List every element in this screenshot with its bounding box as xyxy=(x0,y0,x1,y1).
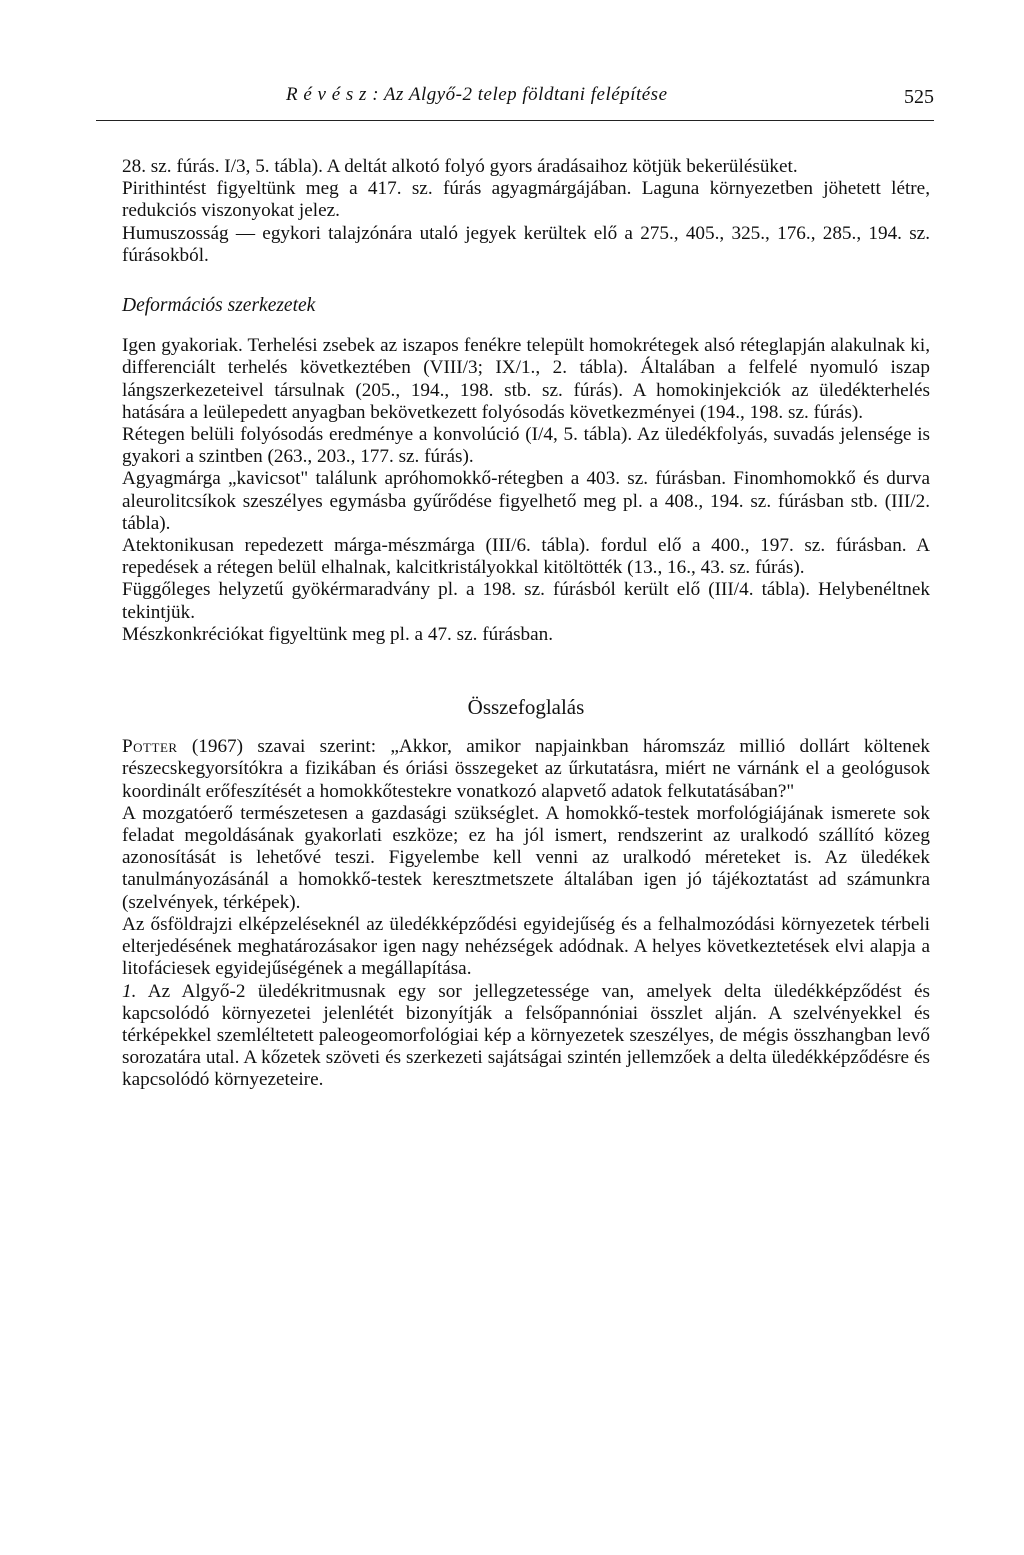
page-number: 525 xyxy=(904,86,934,108)
author-name: Potter xyxy=(122,736,178,758)
paragraph: Mészkonkréciókat figyeltünk meg pl. a 47. sz. fúrásban. xyxy=(122,623,554,645)
running-header xyxy=(96,76,934,124)
section-heading-osszefoglalas: Összefoglalás xyxy=(467,695,585,720)
paragraph: A mozgatóerő természetesen a gazdasági szükséglet. A homokkő-testek morfológiájának ismerete sok feladat megoldásának gyakorlati eszköze; ez ha jól ismert, rendszerint az uralkodó szállító közeg azonosítását is lehetővé teszi. Figyelembe kell venni az uralkodó méreteket is. Az üledékek tanulmányozásánál a homokkő-testek keresztmetszete általában igen jó tájékoztatást ad számunkra (szelvények, térképek). xyxy=(122,802,930,913)
paragraph-potter xyxy=(122,736,930,803)
paragraph: Függőleges helyzetű gyökérmaradvány pl. a 198. sz. fúrásból került elő (III/4. tábla). Helybenéltnek tekintjük. xyxy=(122,579,930,623)
paragraph: Humuszosság — egykori talajzónára utaló jegyek kerültek elő a 275., 405., 325., 176., 285., 194. sz. fúrásokból. xyxy=(122,222,930,266)
paragraph: Pirithintést figyeltünk meg a 417. sz. fúrás agyagmárgájában. Laguna környezetben jöhetett létre, redukciós viszonyokat jelez. xyxy=(122,178,930,222)
paragraph: Agyagmárga „kavicsot" találunk apróhomokkő-rétegben a 403. sz. fúrásban. Finomhomokkő és durva aleurolitcsíkok szeszélyes egymásba gyűrődése figyelhető meg pl. a 408., 194. sz. fúrásban stb. (III/2. tábla). xyxy=(122,468,930,534)
section-heading-deformacios: Deformációs szerkezetek xyxy=(122,295,316,317)
header-rule xyxy=(96,120,934,121)
paragraph-text: Az Algyő-2 üledékritmusnak egy sor jellegzetessége van, amelyek delta üledékképződést és kapcsolódó környezetei jelenlétét bizonyítják a felsőpannóniai összlet alján. A szelvényekkel és térképekkel szemléltetett paleogeomorfológiai kép a környezetek szeszélyes, de mégis összhangban levő sorozatára utal. A kőzetek szöveti és szerkezeti sajátságai szintén jellemzőek a delta üledékképződésre és kapcsolódó környezeteire. xyxy=(122,980,930,1091)
paragraph: Rétegen belüli folyósodás eredménye a konvolúció (I/4, 5. tábla). Az üledékfolyás, suvadás jelensége is gyakori a szintben (263., 203., 177. sz. fúrás). xyxy=(122,424,930,468)
paragraph: Atektonikusan repedezett márga-mészmárga (III/6. tábla). fordul elő a 400., 197. sz. fúrásban. A repedések a rétegen belül elhalnak, kalcitkristályokkal kitöltötték (13., 16., 43. sz. fúrás). xyxy=(122,535,930,579)
item-number: 1. xyxy=(122,980,137,1002)
running-title: R é v é s z : Az Algyő-2 telep földtani felépítése xyxy=(286,84,668,105)
paragraph-text: (1967) szavai szerint: „Akkor, amikor napjainkban háromszáz millió dollárt költenek részecskegyorsítókra a fizikában és óriási összegeket az űrkutatásra, miért ne várnánk el a geológusok koordinált erőfeszítését a homokkőtestekre vonatkozó alapvető adatok felkutatásában?" xyxy=(122,736,930,802)
paragraph: 28. sz. fúrás. I/3, 5. tábla). A deltát alkotó folyó gyors áradásaihoz kötjük bekerülésüket. xyxy=(122,156,798,177)
paragraph: Az ősföldrajzi elképzeléseknél az üledékképződési egyidejűség és a felhalmozódási környezetek térbeli elterjedésének meghatározásakor igen nagy nehézségek adódnak. A helyes következtetések elvi alapja a litofáciesek egyidejűségének a megállapítása. xyxy=(122,913,930,980)
body-text xyxy=(122,156,930,1092)
paragraph: Igen gyakoriak. Terhelési zsebek az iszapos fenékre települt homokrétegek alsó réteglapján alakulnak ki, differenciált terhelés következtében (VIII/3; IX/1., 2. tábla). Általában a felfelé nyomuló iszap lángszerkezeteivel társulnak (205., 194., 198. stb. sz. fúrás). A homokinjekciók az üledékterhelés hatására a leülepedett anyagban bekövetkezett folyósodás következményei (194., 198. sz. fúrás). xyxy=(122,335,930,423)
paragraph-numbered xyxy=(122,981,930,1092)
